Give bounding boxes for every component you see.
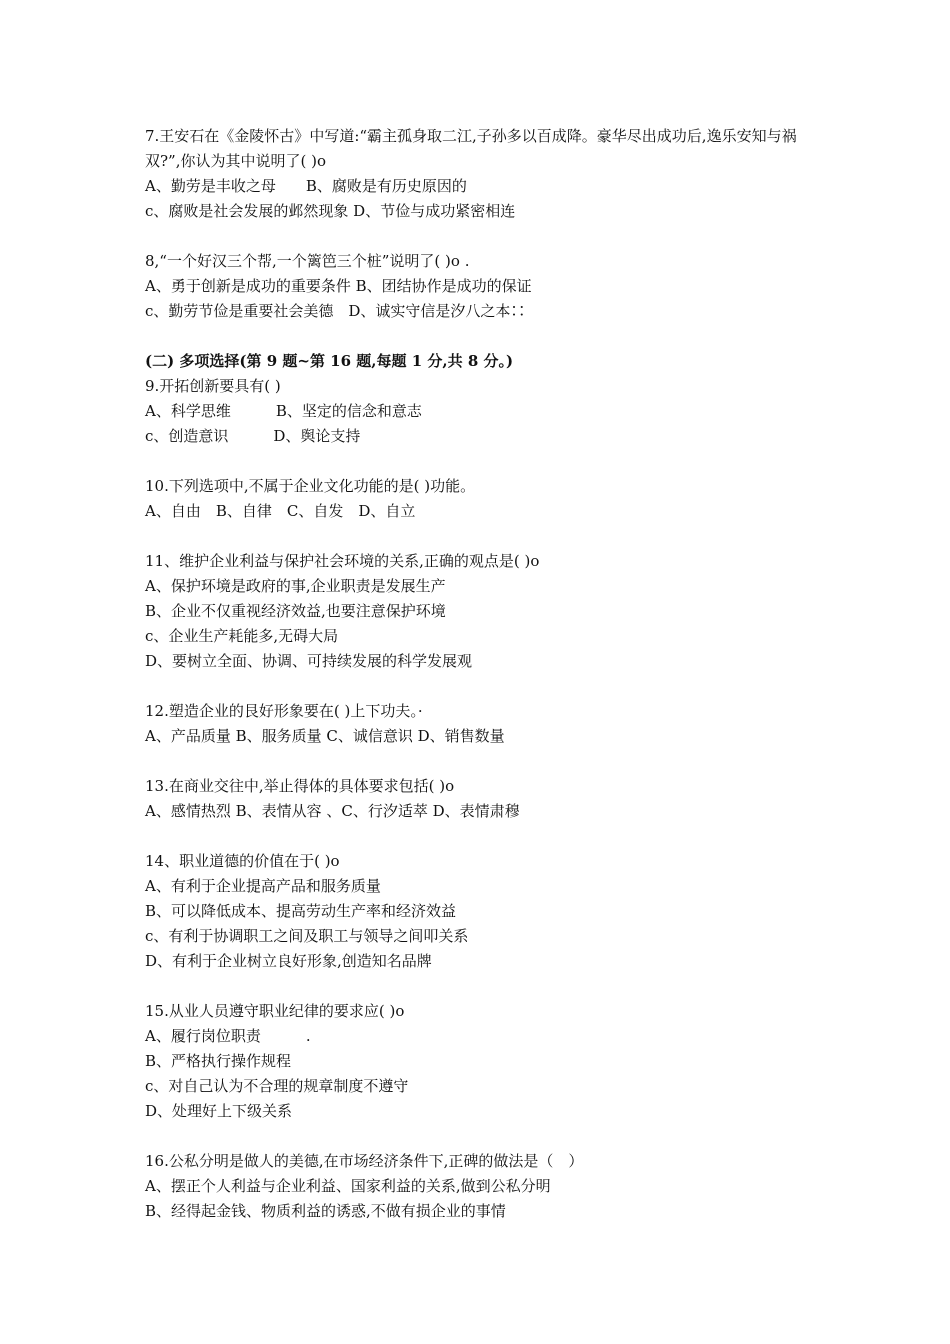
spacer [145,824,825,849]
spacer [145,449,825,474]
spacer [145,974,825,999]
question-13 [145,774,825,824]
question-option: B、可以降低成本、提高劳动生产率和经济效益 [145,902,457,920]
question-10 [145,474,825,524]
question-option: D、处理好上下级关系 [145,1102,293,1120]
question-option: A、有利于企业提高产品和服务质量 [145,877,381,895]
spacer [145,749,825,774]
question-stem: 7.王安石在《金陵怀古》中写道:“霸主孤身取二江,子孙多以百成降。豪华尽出成功后,逸乐安知与祸双?”,你认为其中说明了( )o [145,127,797,170]
spacer [145,224,825,249]
question-option: A、自由 B、自律 C、自发 D、自立 [145,502,416,520]
spacer [145,1124,825,1149]
question-option: A、感情热烈 B、表情从容 、C、行汐适萃 D、表情肃穆 [145,802,520,820]
question-option: c、腐败是社会发展的邺然现象 D、节俭与成功紧密相连 [145,202,516,220]
question-15 [145,999,825,1124]
question-option: A、勇于创新是成功的重要条件 B、团结协作是成功的保证 [145,277,532,295]
question-14 [145,849,825,974]
question-stem: 16.公私分明是做人的美德,在市场经济条件下,正碑的做法是（ ） [145,1152,584,1170]
question-option: c、勤劳节俭是重要社会美德 D、诚实守信是汐八之本∷ [145,302,526,320]
question-option: c、对自己认为不合理的规章制度不遵守 [145,1077,409,1095]
question-stem: 11、维护企业利益与保护社会环境的关系,正确的观点是( )o [145,552,540,570]
section-heading: (二) 多项选择(第 9 题~第 16 题,每题 1 分,共 8 分。) [145,352,514,370]
question-option: A、科学思维 B、坚定的信念和意志 [145,402,422,420]
question-option: A、履行岗位职责 . [145,1027,311,1045]
spacer [145,524,825,549]
question-stem: 14、职业道德的价值在于( )o [145,852,340,870]
question-8 [145,249,825,324]
question-option: A、产品质量 B、服务质量 C、诚信意识 D、销售数量 [145,727,505,745]
question-option: c、有利于协调职工之间及职工与领导之间叩关系 [145,927,469,945]
question-stem: 12.塑造企业的艮好形象要在( )上下功夫。· [145,702,423,720]
document-body [145,124,825,1224]
question-option: B、经得起金钱、物质利益的诱惑,不做有损企业的事情 [145,1202,506,1220]
question-option: B、企业不仅重视经济效益,也要注意保护环境 [145,602,446,620]
question-option: B、严格执行操作规程 [145,1052,292,1070]
question-stem: 13.在商业交往中,举止得体的具体要求包括( )o [145,777,455,795]
spacer [145,674,825,699]
question-11 [145,549,825,674]
question-option: D、要树立全面、协调、可持续发展的科学发展观 [145,652,473,670]
question-7 [145,124,825,224]
question-16 [145,1149,825,1224]
question-option: c、企业生产耗能多,无碍大局 [145,627,339,645]
question-option: A、勤劳是丰收之母 B、腐败是有历史原因的 [145,177,467,195]
question-stem: 10.下列选项中,不属于企业文化功能的是( )功能。 [145,477,476,495]
question-option: A、摆正个人利益与企业利益、国家利益的关系,做到公私分明 [145,1177,551,1195]
question-stem: 9.开拓创新要具有( ) [145,377,281,395]
spacer [145,324,825,349]
question-option: c、创造意识 D、舆论支持 [145,427,361,445]
question-12 [145,699,825,749]
question-option: D、有利于企业树立良好形象,创造知名品牌 [145,952,432,970]
question-stem: 15.从业人员遵守职业纪律的要求应( )o [145,1002,405,1020]
question-option: A、保护环境是政府的事,企业职责是发展生产 [145,577,446,595]
question-9 [145,374,825,449]
question-stem: 8,“一个好汉三个帮,一个篱笆三个桩”说明了( )o . [145,252,470,270]
